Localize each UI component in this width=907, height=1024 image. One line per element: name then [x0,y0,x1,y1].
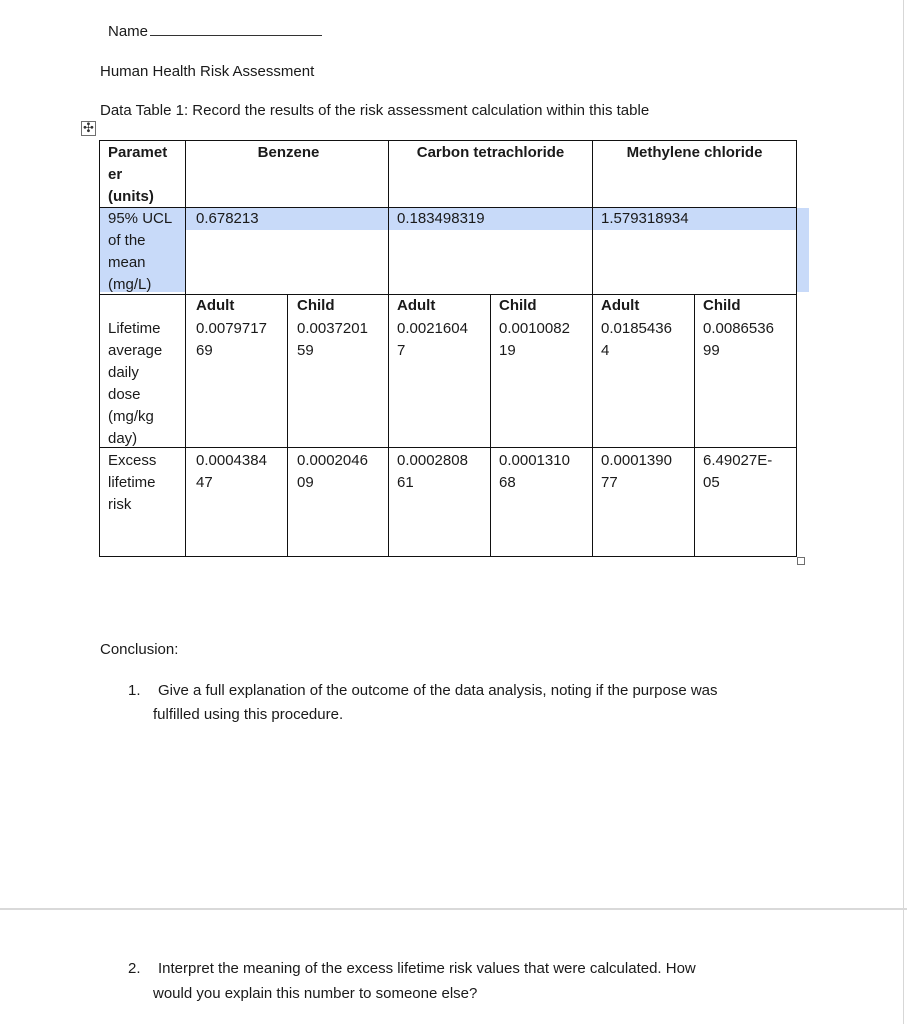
age-label-benzene-child: Child [297,297,335,314]
age-label-ct-adult: Adult [397,297,436,314]
param-header-3: (units) [108,188,154,205]
name-blank-line[interactable] [150,22,322,36]
elr-value-benzene-child[interactable]: 0.0002046 09 [297,452,368,491]
question-1-line-2: fulfilled using this procedure. [153,706,344,723]
ladd-value-benzene-adult[interactable]: 0.0079717 69 [196,320,267,359]
elr-label-2: lifetime [108,474,156,491]
table-resize-handle[interactable] [797,557,805,565]
elr-value-ct-adult[interactable]: 0.0002808 61 [397,452,468,491]
ladd-value-mc-child[interactable]: 0.0086536 99 [703,320,774,359]
age-label-benzene-adult: Adult [196,297,235,314]
ladd-label-5: (mg/kg [108,408,154,425]
chemical-header-carbon-tetrachloride: Carbon tetrachloride [416,144,565,161]
elr-value-mc-child[interactable]: 6.49027E- 05 [703,452,773,491]
ucl-label-2: of the [108,232,146,249]
chemical-header-benzene: Benzene [257,144,320,161]
ucl-value-carbon-tetrachloride[interactable]: 0.183498319 [397,210,485,227]
ladd-value-benzene-child[interactable]: 0.0037201 59 [297,320,368,359]
ladd-label-2: average [108,342,163,359]
ucl-label-1: 95% UCL [108,210,173,227]
elr-value-benzene-adult[interactable]: 0.0004384 47 [196,452,267,491]
param-header-2: er [108,166,123,183]
age-label-mc-child: Child [703,297,741,314]
ladd-label-1: Lifetime [108,320,161,337]
question-2-line-2: would you explain this number to someone else? [153,985,478,1002]
ucl-value-methylene-chloride[interactable]: 1.579318934 [601,210,689,227]
param-header-1: Paramet [108,144,168,161]
ucl-label-3: mean [108,254,146,271]
ladd-value-mc-adult[interactable]: 0.0185436 4 [601,320,672,359]
document-title: Human Health Risk Assessment [100,63,315,80]
elr-label-1: Excess [108,452,157,469]
table-caption: Data Table 1: Record the results of the risk assessment calculation within this table [100,102,650,119]
question-2-line-1: Interpret the meaning of the excess lifetime risk values that were calculated. How [158,960,696,977]
age-label-mc-adult: Adult [601,297,640,314]
ucl-label-4: (mg/L) [108,276,152,293]
page-break [0,908,907,910]
question-1-line-1: Give a full explanation of the outcome of the data analysis, noting if the purpose was [158,682,718,699]
elr-value-mc-adult[interactable]: 0.0001390 77 [601,452,672,491]
name-field[interactable] [108,22,322,41]
ladd-value-ct-adult[interactable]: 0.0021604 7 [397,320,468,359]
table-move-handle-icon[interactable]: ✣ [81,121,96,136]
elr-label-3: risk [108,496,132,513]
selection-highlight-end [797,230,809,292]
conclusion-label: Conclusion: [100,641,179,658]
chemical-header-methylene-chloride: Methylene chloride [626,144,763,161]
ladd-label-4: dose [108,386,141,403]
ladd-label-6: day) [108,430,138,447]
ucl-value-benzene[interactable]: 0.678213 [196,210,259,227]
age-label-ct-child: Child [499,297,537,314]
question-2-number: 2. [128,960,141,977]
question-1-number: 1. [128,682,141,699]
ladd-value-ct-child[interactable]: 0.0010082 19 [499,320,570,359]
elr-value-ct-child[interactable]: 0.0001310 68 [499,452,570,491]
ladd-label-3: daily [108,364,139,381]
name-label: Name [108,23,149,40]
